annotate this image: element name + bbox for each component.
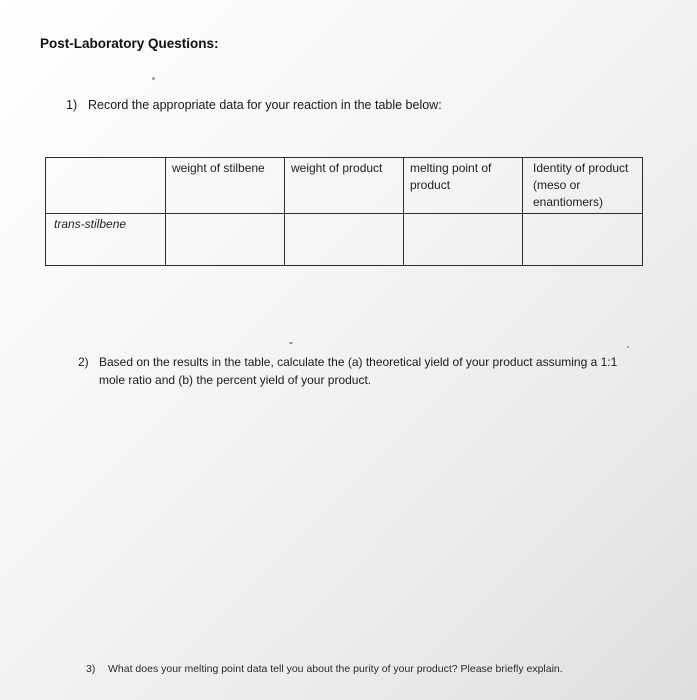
table-cell-identity[interactable]: [523, 214, 643, 266]
table-header-identity: Identity of product (meso or enantiomers): [523, 158, 643, 214]
question-3-number: 3): [86, 663, 96, 675]
paper-speck: [289, 342, 293, 344]
question-1-text: Record the appropriate data for your reaction in the table below:: [88, 98, 442, 112]
table-cell-weight-product[interactable]: [285, 214, 404, 266]
paper-speck: [627, 346, 629, 348]
table-row-label: trans-stilbene: [46, 214, 166, 266]
question-3-text: What does your melting point data tell you about the purity of your product? Please briefly explain.: [108, 663, 563, 675]
paper-speck: [152, 77, 155, 80]
table-header-weight-product: weight of product: [285, 158, 404, 214]
table-cell-weight-stilbene[interactable]: [166, 214, 285, 266]
question-1-number: 1): [66, 98, 78, 112]
table-header-corner: [46, 158, 166, 214]
question-2-number: 2): [78, 355, 89, 369]
question-1: [66, 98, 442, 112]
page-heading: Post-Laboratory Questions:: [40, 36, 219, 51]
table-header-row: [46, 158, 643, 214]
table-header-melting-point: melting point of product: [404, 158, 523, 214]
question-2: [78, 353, 638, 389]
data-table: [45, 157, 643, 266]
question-2-text: Based on the results in the table, calculate the (a) theoretical yield of your product assuming a 1:1 mole ratio and (b) the percent yield of your product.: [99, 355, 618, 387]
table-cell-melting-point[interactable]: [404, 214, 523, 266]
table-row: [46, 214, 643, 266]
question-3: [86, 662, 626, 677]
table-header-weight-stilbene: weight of stilbene: [166, 158, 285, 214]
